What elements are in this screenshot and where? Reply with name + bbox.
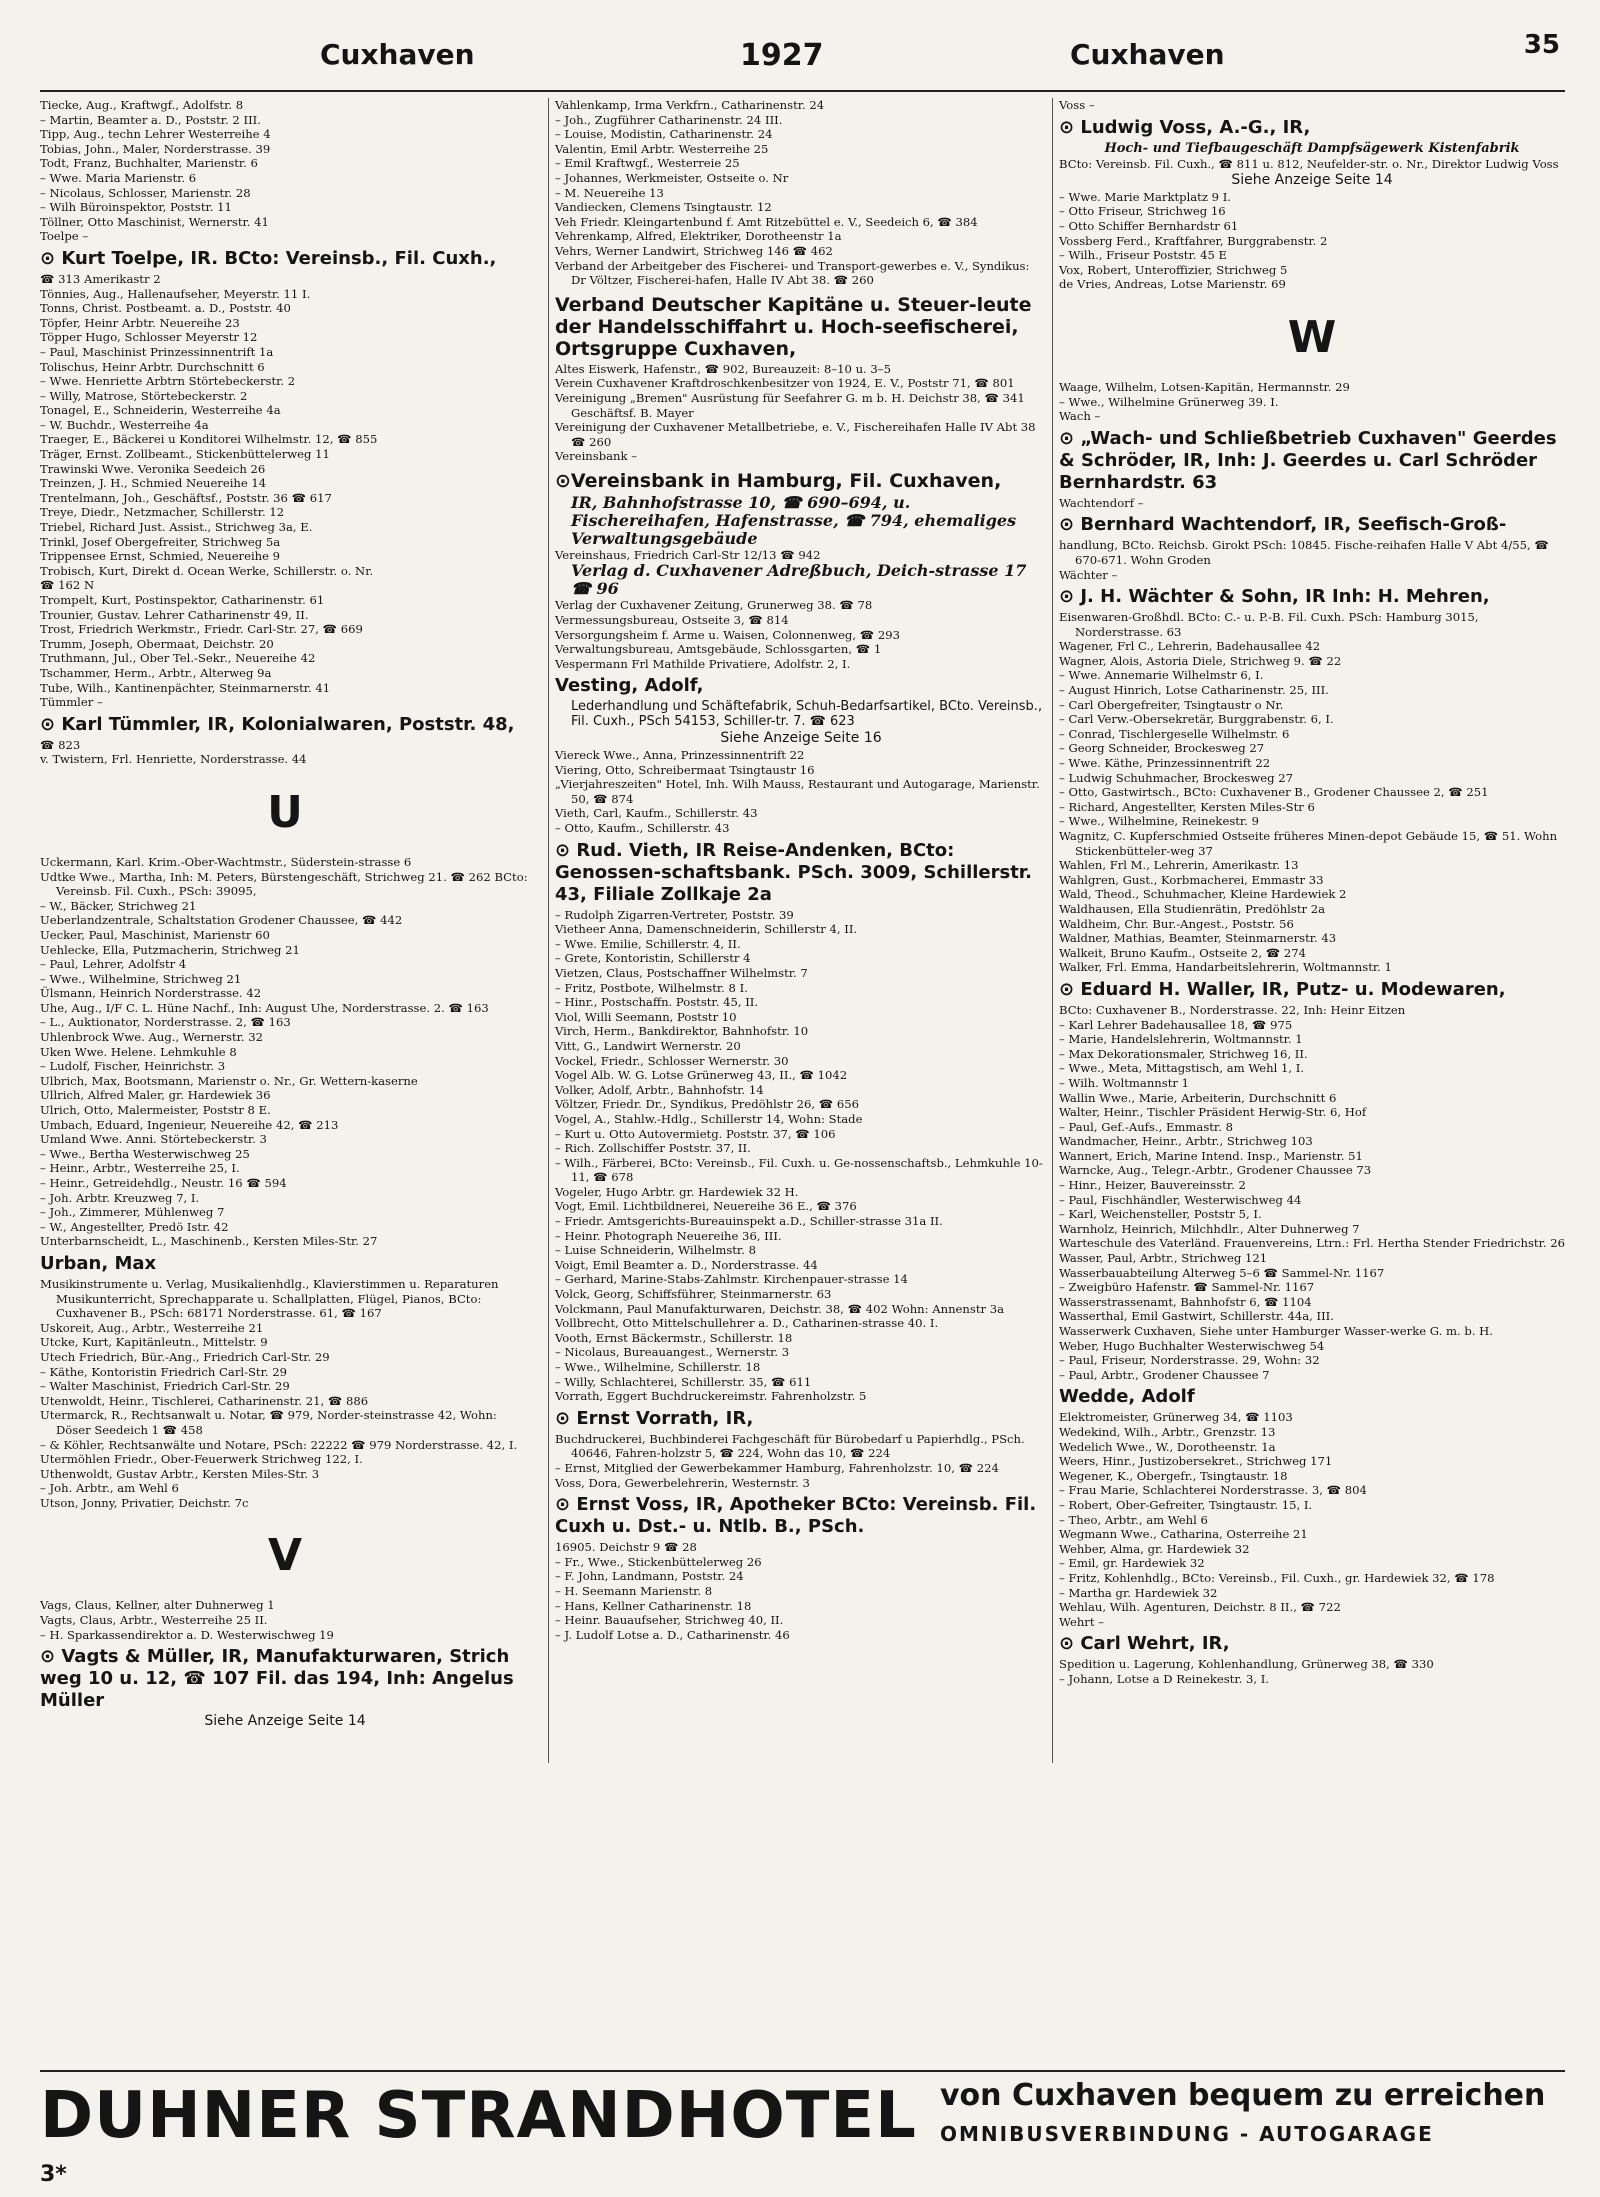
directory-entry: – Joh. Arbtr., am Wehl 6 bbox=[40, 1481, 179, 1496]
ad-tagline: von Cuxhaven bequem zu erreichen bbox=[940, 2078, 1546, 2113]
directory-entry: Vockel, Friedr., Schlosser Wernerstr. 30 bbox=[555, 1053, 789, 1068]
directory-entry: Trompelt, Kurt, Postinspektor, Catharinenstr. 61 bbox=[40, 593, 325, 607]
directory-entry: Ulrich, Otto, Malermeister, Poststr 8 E. bbox=[40, 1103, 271, 1118]
directory-entry: Verwaltungsbureau, Amtsgebäude, Schlossgarten, ☎ 1 bbox=[555, 642, 882, 657]
directory-entry: – Wwe., Bertha Westerwischweg 25 bbox=[40, 1146, 250, 1161]
directory-entry: – W. Buchdr., Westerreihe 4a bbox=[40, 417, 209, 432]
highlighted-entry: ⊙ Bernhard Wachtendorf, IR, Seefisch-Groß- bbox=[1059, 514, 1507, 536]
directory-entry: – W., Angestellter, Predö Istr. 42 bbox=[40, 1219, 229, 1234]
hotel-advertisement bbox=[40, 2070, 1565, 2160]
directory-entry: Warteschule des Vaterländ. Frauenvereins, Ltrn.: Frl. Hertha Stender Friedrichstr. 26 bbox=[1059, 1236, 1565, 1251]
directory-entry: Udtke Wwe., Martha, Inh: M. Peters, Bürstengeschäft, Strichweg 21. ☎ 262 BCto: Vereinsb. Fil. Cuxh., PSch: 39095, bbox=[40, 869, 528, 899]
directory-entry: Trost, Friedrich Werkmstr., Friedr. Carl-Str. 27, ☎ 669 bbox=[40, 622, 363, 637]
running-header bbox=[40, 30, 1565, 92]
directory-entry: Trounier, Gustav. Lehrer Catharinenstr 49, II. bbox=[40, 607, 309, 622]
directory-entry: Volckmann, Paul Manufakturwaren, Deichstr. 38, ☎ 402 Wohn: Annenstr 3a bbox=[555, 1301, 1004, 1316]
directory-entry: – Paul, Lehrer, Adolfstr 4 bbox=[40, 957, 187, 972]
directory-entry: – H. Sparkassendirektor a. D. Westerwischweg 19 bbox=[40, 1627, 334, 1642]
directory-entry: Voss, Dora, Gewerbelehrerin, Westernstr. 3 bbox=[555, 1475, 810, 1490]
directory-entry: – Wilh., Friseur Poststr. 45 E bbox=[1059, 248, 1228, 263]
directory-entry: – Emil, gr. Hardewiek 32 bbox=[1059, 1556, 1205, 1571]
directory-entry: – Paul, Maschinist Prinzessinnentrift 1a bbox=[40, 344, 274, 359]
directory-entry: – W., Bäcker, Strichweg 21 bbox=[40, 898, 197, 913]
directory-entry: 16905. Deichstr 9 ☎ 28 bbox=[555, 1540, 697, 1555]
directory-entry: – Willy, Schlachterei, Schillerstr. 35, ☎ 611 bbox=[555, 1374, 812, 1389]
directory-entry: Verlag der Cuxhavener Zeitung, Grunerweg 38. ☎ 78 bbox=[555, 598, 873, 613]
directory-entry: – Louise, Modistin, Catharinenstr. 24 bbox=[555, 127, 773, 142]
directory-entry: – Walter Maschinist, Friedrich Carl-Str. 29 bbox=[40, 1379, 290, 1394]
highlighted-entry: Wedde, Adolf bbox=[1059, 1386, 1195, 1408]
directory-entry: BCto: Cuxhavener B., Norderstrasse. 22, Inh: Heinr Eitzen bbox=[1059, 1002, 1406, 1017]
directory-entry: Virch, Herm., Bankdirektor, Bahnhofstr. 10 bbox=[555, 1024, 809, 1039]
directory-entry: Tipp, Aug., techn Lehrer Westerreihe 4 bbox=[40, 127, 271, 142]
header-city-right: Cuxhaven bbox=[1070, 38, 1225, 71]
column-2 bbox=[548, 98, 1047, 1763]
directory-entry: – Ernst, Mitglied der Gewerbekammer Hamburg, Fahrenholzstr. 10, ☎ 224 bbox=[555, 1460, 999, 1475]
directory-entry: – Luise Schneiderin, Wilhelmstr. 8 bbox=[555, 1243, 756, 1258]
entry-description: Lederhandlung und Schäftefabrik, Schuh-Bedarfsartikel, BCto. Vereinsb., Fil. Cuxh., PSch 54153, Schiller-tr. 7. ☎ 623 bbox=[571, 699, 1043, 730]
directory-entry: – Rich. Zollschiffer Poststr. 37, II. bbox=[555, 1141, 751, 1156]
sheet-signature: 3* bbox=[40, 2162, 67, 2187]
directory-entry: – Willy, Matrose, Störtebeckerstr. 2 bbox=[40, 388, 248, 403]
section-letter: W bbox=[1287, 311, 1337, 363]
directory-entry: Tönnies, Aug., Hallenaufseher, Meyerstr. 11 I. bbox=[40, 286, 311, 301]
italic-entry: Verlag d. Cuxhavener Adreßbuch, Deich-strasse 17 ☎ 96 bbox=[571, 561, 1027, 599]
directory-entry: Volck, Georg, Schiffsführer, Steinmarnerstr. 63 bbox=[555, 1287, 832, 1302]
directory-entry: – Fritz, Postbote, Wilhelmstr. 8 I. bbox=[555, 980, 748, 995]
directory-entry: Viering, Otto, Schreibermaat Tsingtaustr 16 bbox=[555, 762, 815, 777]
directory-entry: – Wilh. Woltmannstr 1 bbox=[1059, 1075, 1189, 1090]
directory-entry: – Joh. Arbtr. Kreuzweg 7, I. bbox=[40, 1190, 200, 1205]
directory-entry: Unterbarnscheidt, L., Maschinenb., Kersten Miles-Str. 27 bbox=[40, 1234, 378, 1249]
directory-entry: Vossberg Ferd., Kraftfahrer, Burggrabenstr. 2 bbox=[1059, 233, 1328, 248]
directory-entry: – & Köhler, Rechtsanwälte und Notare, PSch: 22222 ☎ 979 Norderstrasse. 42, I. bbox=[40, 1437, 518, 1452]
directory-entry: Utson, Jonny, Privatier, Deichstr. 7c bbox=[40, 1495, 249, 1510]
highlighted-entry: ⊙ Ludwig Voss, A.-G., IR, bbox=[1059, 116, 1311, 138]
directory-entry: – Robert, Ober-Gefreiter, Tsingtaustr. 15, I. bbox=[1059, 1497, 1313, 1512]
directory-entry: Elektromeister, Grünerweg 34, ☎ 1103 bbox=[1059, 1410, 1293, 1425]
directory-entry: Uhe, Aug., I/F C. L. Hüne Nachf., Inh: August Uhe, Norderstrasse. 2. ☎ 163 bbox=[40, 1000, 489, 1015]
directory-entry: Spedition u. Lagerung, Kohlenhandlung, Grünerweg 38, ☎ 330 bbox=[1059, 1657, 1434, 1672]
directory-entry: – L., Auktionator, Norderstrasse. 2, ☎ 163 bbox=[40, 1015, 291, 1030]
directory-entry: Uskoreit, Aug., Arbtr., Westerreihe 21 bbox=[40, 1320, 264, 1335]
directory-entry: Vox, Robert, Unteroffizier, Strichweg 5 bbox=[1059, 262, 1288, 277]
directory-entry: Todt, Franz, Buchhalter, Marienstr. 6 bbox=[40, 156, 258, 171]
directory-entry: – Martha gr. Hardewiek 32 bbox=[1059, 1585, 1218, 1600]
directory-entry: Umbach, Eduard, Ingenieur, Neuereihe 42, ☎ 213 bbox=[40, 1117, 339, 1132]
directory-entry: Wasser, Paul, Arbtr., Strichweg 121 bbox=[1059, 1251, 1268, 1266]
directory-entry: Völtzer, Friedr. Dr., Syndikus, Predöhlstr 26, ☎ 656 bbox=[555, 1097, 859, 1112]
directory-entry: Vereinigung der Cuxhavener Metallbetriebe, e. V., Fischereihafen Halle IV Abt 38 ☎ 260 bbox=[555, 420, 1036, 449]
see-advertisement-note: Siehe Anzeige Seite 14 bbox=[204, 1713, 366, 1730]
directory-entry: Valentin, Emil Arbtr. Westerreihe 25 bbox=[555, 141, 769, 156]
directory-entry: ☎ 823 bbox=[40, 737, 81, 752]
directory-entry: – Paul, Gef.-Aufs., Emmastr. 8 bbox=[1059, 1119, 1233, 1134]
directory-entry: – Wwe. Käthe, Prinzessinnentrift 22 bbox=[1059, 756, 1271, 771]
highlighted-entry: ⊙ Vagts & Müller, IR, Manufakturwaren, Strich weg 10 u. 12, ☎ 107 Fil. das 194, Inh: Angelus Müller bbox=[40, 1646, 514, 1712]
directory-entry: Uehlecke, Ella, Putzmacherin, Strichweg 21 bbox=[40, 942, 300, 957]
directory-entry: – Paul, Friseur, Norderstrasse. 29, Wohn: 32 bbox=[1059, 1353, 1320, 1368]
directory-entry: – Theo, Arbtr., am Wehl 6 bbox=[1059, 1512, 1208, 1527]
directory-entry: – Otto, Kaufm., Schillerstr. 43 bbox=[555, 821, 730, 835]
highlighted-entry: ⊙ Karl Tümmler, IR, Kolonialwaren, Poststr. 48, bbox=[40, 713, 515, 735]
directory-entry: Wasserbauabteilung Alterweg 5–6 ☎ Sammel-Nr. 1167 bbox=[1059, 1265, 1385, 1280]
directory-entry: Vieth, Carl, Kaufm., Schillerstr. 43 bbox=[555, 806, 758, 821]
directory-entry: Vermessungsbureau, Ostseite 3, ☎ 814 bbox=[555, 613, 789, 628]
directory-entry: – Grete, Kontoristin, Schillerstr 4 bbox=[555, 951, 751, 966]
highlighted-entry: ⊙ J. H. Wächter & Sohn, IR Inh: H. Mehren, bbox=[1059, 586, 1490, 608]
directory-entry: Tobias, John., Maler, Norderstrasse. 39 bbox=[40, 141, 271, 156]
directory-entry: – Friedr. Amtsgerichts-Bureauinspekt a.D., Schiller-strasse 31a II. bbox=[555, 1214, 943, 1229]
directory-entry: Ülsmann, Heinrich Norderstrasse. 42 bbox=[40, 986, 262, 1001]
directory-entry: Vehrs, Werner Landwirt, Strichweg 146 ☎ 462 bbox=[555, 243, 833, 258]
directory-entry: Treye, Diedr., Netzmacher, Schillerstr. 12 bbox=[40, 505, 285, 520]
directory-entry: Vogel, A., Stahlw.-Hdlg., Schillerstr 14, Wohn: Stade bbox=[555, 1111, 863, 1126]
section-letter: U bbox=[267, 786, 303, 838]
highlighted-entry: ⊙ Kurt Toelpe, IR. BCto: Vereinsb., Fil. Cuxh., bbox=[40, 247, 497, 269]
directory-entry: Tümmler – bbox=[40, 695, 103, 710]
directory-entry: ☎ 162 N bbox=[40, 578, 95, 593]
directory-entry: – Hans, Kellner Catharinenstr. 18 bbox=[555, 1598, 752, 1613]
directory-entry: Wasserthal, Emil Gastwirt, Schillerstr. 44a, III. bbox=[1059, 1309, 1334, 1324]
directory-entry: – Fr., Wwe., Stickenbüttelerweg 26 bbox=[555, 1554, 762, 1569]
directory-entry: Utermarck, R., Rechtsanwalt u. Notar, ☎ 979, Norder-steinstrasse 42, Wohn: Döser Seedeich 1 ☎ 458 bbox=[40, 1408, 497, 1437]
directory-entry: Walter, Heinr., Tischler Präsident Herwig-Str. 6, Hof bbox=[1059, 1105, 1367, 1120]
directory-entry: Wald, Theod., Schuhmacher, Kleine Hardewiek 2 bbox=[1059, 887, 1347, 902]
header-year: 1927 bbox=[740, 38, 824, 73]
directory-entry: – Gerhard, Marine-Stabs-Zahlmstr. Kirchenpauer-strasse 14 bbox=[555, 1272, 908, 1287]
highlighted-entry: ⊙ Ernst Vorrath, IR, bbox=[555, 1407, 754, 1429]
directory-entry: Tonagel, E., Schneiderin, Westerreihe 4a bbox=[40, 403, 281, 418]
directory-entry: – Otto Friseur, Strichweg 16 bbox=[1059, 204, 1226, 219]
directory-entry: Wahlgren, Gust., Korbmacherei, Emmastr 33 bbox=[1059, 872, 1324, 887]
ad-services: OMNIBUSVERBINDUNG - AUTOGARAGE bbox=[940, 2122, 1434, 2146]
directory-entry: – Wwe. Maria Marienstr. 6 bbox=[40, 170, 197, 185]
directory-entry: – Martin, Beamter a. D., Poststr. 2 III. bbox=[40, 112, 261, 127]
directory-entry: – Heinr. Photograph Neuereihe 36, III. bbox=[555, 1228, 782, 1243]
header-city-left: Cuxhaven bbox=[320, 38, 475, 71]
directory-entry: Töllner, Otto Maschinist, Wernerstr. 41 bbox=[40, 214, 269, 229]
highlighted-entry: ⊙ Ernst Voss, IR, Apotheker BCto: Vereinsb. Fil. Cuxh u. Dst.- u. Ntlb. B., PSch. bbox=[555, 1494, 1037, 1538]
directory-entry: Wedelich Wwe., W., Dorotheenstr. 1a bbox=[1059, 1439, 1276, 1454]
directory-entry: – F. John, Landmann, Poststr. 24 bbox=[555, 1569, 744, 1584]
directory-entry: Trumm, Joseph, Obermaat, Deichstr. 20 bbox=[40, 636, 274, 651]
directory-entry: Wegener, K., Obergefr., Tsingtaustr. 18 bbox=[1059, 1468, 1288, 1483]
directory-entry: Trippensee Ernst, Schmied, Neuereihe 9 bbox=[40, 549, 281, 564]
directory-entry: – Karl, Weichensteller, Poststr 5, I. bbox=[1059, 1207, 1262, 1222]
directory-entry: Tube, Wilh., Kantinenpächter, Steinmarnerstr. 41 bbox=[40, 680, 331, 695]
directory-entry: – Wwe. Marie Marktplatz 9 I. bbox=[1059, 189, 1231, 204]
directory-entry: Utcke, Kurt, Kapitänleutn., Mittelstr. 9 bbox=[40, 1335, 268, 1350]
directory-entry: – Joh., Zugführer Catharinenstr. 24 III. bbox=[555, 112, 783, 127]
directory-entry: Wächter – bbox=[1059, 567, 1118, 582]
directory-entry: Walker, Frl. Emma, Handarbeitslehrerin, Woltmannstr. 1 bbox=[1059, 960, 1392, 975]
directory-entry: – Wwe. Emilie, Schillerstr. 4, II. bbox=[555, 936, 741, 951]
directory-entry: – Paul, Fischhändler, Westerwischweg 44 bbox=[1059, 1192, 1302, 1207]
directory-entry: – Zweigbüro Hafenstr. ☎ Sammel-Nr. 1167 bbox=[1059, 1280, 1315, 1295]
directory-entry: Vehrenkamp, Alfred, Elektriker, Dorotheenstr 1a bbox=[555, 229, 842, 244]
directory-entry: Umland Wwe. Anni. Störtebeckerstr. 3 bbox=[40, 1132, 267, 1147]
directory-entry: – Kurt u. Otto Autovermietg. Poststr. 37, ☎ 106 bbox=[555, 1126, 836, 1141]
directory-entry: – Rudolph Zigarren-Vertreter, Poststr. 39 bbox=[555, 907, 794, 922]
directory-entry: Utech Friedrich, Bür.-Ang., Friedrich Carl-Str. 29 bbox=[40, 1349, 330, 1364]
directory-entry: Verband der Arbeitgeber des Fischerei- und Transport-gewerbes e. V., Syndikus: Dr Völtzer, Fischerei-hafen, Halle IV Abt 38. ☎ 260 bbox=[555, 258, 1030, 288]
directory-entry: Tiecke, Aug., Kraftwgf., Adolfstr. 8 bbox=[40, 98, 244, 112]
directory-entry: – Käthe, Kontoristin Friedrich Carl-Str. 29 bbox=[40, 1364, 287, 1379]
directory-entry: – Wilh Büroinspektor, Poststr. 11 bbox=[40, 200, 232, 215]
directory-entry: Ueberlandzentrale, Schaltstation Grodener Chaussee, ☎ 442 bbox=[40, 913, 403, 928]
directory-entry: de Vries, Andreas, Lotse Marienstr. 69 bbox=[1059, 277, 1286, 292]
directory-entry: – Heinr. Bauaufseher, Strichweg 40, II. bbox=[555, 1613, 784, 1628]
directory-entry: Vollbrecht, Otto Mittelschullehrer a. D., Catharinen-strasse 40. I. bbox=[555, 1316, 939, 1331]
directory-entry: – H. Seemann Marienstr. 8 bbox=[555, 1583, 713, 1598]
directory-entry: Tonns, Christ. Postbeamt. a. D., Poststr. 40 bbox=[40, 301, 291, 316]
directory-entry: Waage, Wilhelm, Lotsen-Kapitän, Hermannstr. 29 bbox=[1059, 379, 1350, 394]
directory-entry: Waldhausen, Ella Studienrätin, Predöhlstr 2a bbox=[1059, 901, 1326, 916]
directory-entry: Wagner, Alois, Astoria Diele, Strichweg 9. ☎ 22 bbox=[1059, 653, 1342, 668]
directory-entry: Wallin Wwe., Marie, Arbeiterin, Durchschnitt 6 bbox=[1059, 1090, 1337, 1105]
directory-entry: Vereinshaus, Friedrich Carl-Str 12/13 ☎ 942 bbox=[555, 547, 821, 562]
directory-entry: Vagts, Claus, Arbtr., Westerreihe 25 II. bbox=[40, 1613, 268, 1628]
highlighted-entry: ⊙ Eduard H. Waller, IR, Putz- u. Modewaren, bbox=[1059, 978, 1506, 1000]
directory-entry: – Richard, Angestellter, Kersten Miles-Str 6 bbox=[1059, 799, 1315, 814]
italic-subtitle: Hoch- und Tiefbaugeschäft Dampfsägewerk Kistenfabrik bbox=[1104, 140, 1520, 156]
directory-entry: – Johannes, Werkmeister, Ostseite o. Nr bbox=[555, 170, 789, 185]
directory-page bbox=[40, 30, 1565, 2187]
directory-entry: Wagnitz, C. Kupferschmied Ostseite früheres Minen-depot Gebäude 15, ☎ 51. Wohn Stickenbütteler-weg 37 bbox=[1059, 829, 1558, 858]
directory-entry: Eisenwaren-Großhdl. BCto: C.- u. P.-B. Fil. Cuxh. PSch: Hamburg 3015, Norderstrasse. 63 bbox=[1059, 610, 1479, 639]
directory-entry: – Georg Schneider, Brockesweg 27 bbox=[1059, 741, 1265, 756]
directory-entry: – Marie, Handelslehrerin, Woltmannstr. 1 bbox=[1059, 1032, 1303, 1047]
directory-entry: handlung, BCto. Reichsb. Girokt PSch: 10845. Fische-reihafen Halle V Abt 4/55, ☎ 670-671. Wohn Groden bbox=[1059, 538, 1549, 567]
directory-entry: – Heinr., Arbtr., Westerreihe 25, I. bbox=[40, 1161, 240, 1176]
directory-entry: Vandiecken, Clemens Tsingtaustr. 12 bbox=[555, 200, 772, 215]
banner-entry: Verband Deutscher Kapitäne u. Steuer-leute der Handelsschiffahrt u. Hoch-seefischerei, Ortsgruppe Cuxhaven, bbox=[555, 293, 1032, 360]
column-1 bbox=[40, 98, 530, 1763]
directory-entry: Wehlau, Wilh. Agenturen, Deichstr. 8 II., ☎ 722 bbox=[1059, 1600, 1341, 1615]
directory-entry: – Ludolf, Fischer, Heinrichstr. 3 bbox=[40, 1059, 226, 1074]
directory-entry: Weber, Hugo Buchhalter Westerwischweg 54 bbox=[1059, 1338, 1325, 1353]
page-number: 35 bbox=[1523, 30, 1560, 60]
directory-entry: Vooth, Ernst Bäckermstr., Schillerstr. 18 bbox=[555, 1330, 793, 1345]
directory-entry: Wagener, Frl C., Lehrerin, Badehausallee 42 bbox=[1059, 639, 1321, 654]
directory-entry: Viol, Willi Seemann, Poststr 10 bbox=[555, 1009, 737, 1024]
directory-entry: Wehber, Alma, gr. Hardewiek 32 bbox=[1059, 1541, 1250, 1556]
highlighted-entry: ⊙ Carl Wehrt, IR, bbox=[1059, 1633, 1230, 1655]
directory-entry: – Johann, Lotse a D Reinekestr. 3, I. bbox=[1059, 1671, 1269, 1686]
directory-entry: Vereinigung „Bremen" Ausrüstung für Seefahrer G. m b. H. Deichstr 38, ☎ 341 Geschäftsf. B. Mayer bbox=[555, 390, 1025, 420]
directory-entry: Uecker, Paul, Maschinist, Marienstr 60 bbox=[40, 927, 270, 942]
directory-entry: Wehrt – bbox=[1059, 1614, 1104, 1629]
directory-entry: Veh Friedr. Kleingartenbund f. Amt Ritzebüttel e. V., Seedeich 6, ☎ 384 bbox=[555, 214, 978, 229]
directory-entry: Vietheer Anna, Damenschneiderin, Schillerstr 4, II. bbox=[555, 922, 858, 937]
directory-entry: – Wwe., Wilhelmine Grünerweg 39. I. bbox=[1059, 394, 1279, 409]
directory-entry: Wachtendorf – bbox=[1059, 495, 1144, 510]
directory-entry: Verein Cuxhavener Kraftdroschkenbesitzer von 1924, E. V., Poststr 71, ☎ 801 bbox=[555, 376, 1015, 391]
directory-entry: Trobisch, Kurt, Direkt d. Ocean Werke, Schillerstr. o. Nr. bbox=[40, 563, 374, 578]
directory-entry: Wandmacher, Heinr., Arbtr., Strichweg 103 bbox=[1059, 1134, 1313, 1149]
directory-entry: Vereinsbank – bbox=[555, 449, 638, 464]
directory-entry: – Heinr., Getreidehdlg., Neustr. 16 ☎ 594 bbox=[40, 1176, 287, 1190]
directory-entry: – Wwe. Henriette Arbtrn Störtebeckerstr. 2 bbox=[40, 374, 296, 389]
directory-entry: Truthmann, Jul., Ober Tel.-Sekr., Neuereihe 42 bbox=[40, 651, 316, 666]
directory-entry: – Joh., Zimmerer, Mühlenweg 7 bbox=[40, 1205, 225, 1220]
directory-entry: – Hinr., Postschaffn. Poststr. 45, II. bbox=[555, 995, 759, 1010]
directory-entry: – Ludwig Schuhmacher, Brockesweg 27 bbox=[1059, 770, 1294, 785]
directory-entry: – Wwe. Annemarie Wilhelmstr 6, I. bbox=[1059, 668, 1264, 683]
highlighted-entry: ⊙ „Wach- und Schließbetrieb Cuxhaven" Geerdes & Schröder, IR, Inh: J. Geerdes u. Carl Schröder Bernhardstr. 63 bbox=[1059, 427, 1557, 493]
directory-entry: ☎ 313 Amerikastr 2 bbox=[40, 271, 161, 286]
directory-entry: – Wwe., Wilhelmine, Reinekestr. 9 bbox=[1059, 814, 1259, 829]
directory-entry: Buchdruckerei, Buchbinderei Fachgeschäft für Bürobedarf u Papierhdlg., PSch. 40646, Fahren-holzstr 5, ☎ 224, Wohn das 10, ☎ 224 bbox=[555, 1431, 1025, 1461]
directory-entry: Tschammer, Herm., Arbtr., Alterweg 9a bbox=[40, 665, 272, 680]
directory-entry: Trentelmann, Joh., Geschäftsf., Poststr. 36 ☎ 617 bbox=[40, 490, 332, 505]
directory-entry: „Vierjahreszeiten" Hotel, Inh. Wilh Mauss, Restaurant und Autogarage, Marienstr. 50, ☎ 874 bbox=[555, 777, 1040, 806]
directory-entry: Ulbrich, Max, Bootsmann, Marienstr o. Nr., Gr. Wettern-kaserne bbox=[40, 1073, 418, 1088]
directory-entry: – Paul, Arbtr., Grodener Chaussee 7 bbox=[1059, 1367, 1270, 1382]
directory-entry: Versorgungsheim f. Arme u. Waisen, Colonnenweg, ☎ 293 bbox=[555, 627, 900, 642]
directory-entry: v. Twistern, Frl. Henriette, Norderstrasse. 44 bbox=[40, 752, 307, 767]
see-advertisement-note: Siehe Anzeige Seite 14 bbox=[1231, 172, 1393, 189]
directory-entry: – August Hinrich, Lotse Catharinenstr. 25, III. bbox=[1059, 683, 1329, 698]
directory-entry: – Carl Obergefreiter, Tsingtaustr o Nr. bbox=[1059, 697, 1284, 712]
directory-entry: Vitt, G., Landwirt Wernerstr. 20 bbox=[555, 1038, 741, 1053]
ad-hotel-name: DUHNER STRANDHOTEL bbox=[40, 2079, 917, 2153]
directory-entry: Uckermann, Karl. Krim.-Ober-Wachtmstr., Süderstein-strasse 6 bbox=[40, 854, 412, 869]
directory-entry: Altes Eiswerk, Hafenstr., ☎ 902, Bureauzeit: 8–10 u. 3–5 bbox=[555, 361, 891, 376]
directory-entry: – Conrad, Tischlergeselle Wilhelmstr. 6 bbox=[1059, 726, 1290, 741]
directory-entry: Waldheim, Chr. Bur.-Angest., Poststr. 56 bbox=[1059, 916, 1294, 931]
banner-entry: ⊙Vereinsbank in Hamburg, Fil. Cuxhaven, bbox=[555, 469, 1002, 492]
directory-entry: Vahlenkamp, Irma Verkfrn., Catharinenstr. 24 bbox=[555, 98, 825, 112]
directory-entry: Uken Wwe. Helene. Lehmkuhle 8 bbox=[40, 1044, 237, 1059]
directory-entry: Vogeler, Hugo Arbtr. gr. Hardewiek 32 H. bbox=[555, 1184, 799, 1199]
directory-entry: Vorrath, Eggert Buchdruckereimstr. Fahrenholzstr. 5 bbox=[555, 1389, 867, 1404]
directory-entry: – Wwe., Wilhelmine, Schillerstr. 18 bbox=[555, 1360, 761, 1374]
directory-entry: – Carl Verw.-Obersekretär, Burggrabenstr. 6, I. bbox=[1059, 712, 1334, 727]
column-3 bbox=[1052, 98, 1565, 1763]
directory-entry: Uthenwoldt, Gustav Arbtr., Kersten Miles-Str. 3 bbox=[40, 1466, 320, 1481]
directory-entry: – J. Ludolf Lotse a. D., Catharinenstr. 46 bbox=[555, 1627, 790, 1642]
highlighted-entry: Urban, Max bbox=[40, 1252, 157, 1274]
directory-entry: Utermöhlen Friedr., Ober-Feuerwerk Strichweg 122, I. bbox=[40, 1452, 363, 1467]
directory-entry: – Nicolaus, Schlosser, Marienstr. 28 bbox=[40, 185, 251, 200]
directory-entry: Trawinski Wwe. Veronika Seedeich 26 bbox=[40, 461, 266, 476]
directory-entry: Warncke, Aug., Telegr.-Arbtr., Grodener Chaussee 73 bbox=[1059, 1163, 1372, 1178]
directory-entry: – Max Dekorationsmaler, Strichweg 16, II. bbox=[1059, 1046, 1308, 1061]
directory-entry: Warnholz, Heinrich, Milchhdlr., Alter Duhnerweg 7 bbox=[1059, 1221, 1360, 1236]
directory-entry: Wannert, Erich, Marine Intend. Insp., Marienstr. 51 bbox=[1059, 1148, 1363, 1163]
directory-entry: – Hinr., Heizer, Bauvereinsstr. 2 bbox=[1059, 1178, 1246, 1193]
directory-entry: Triebel, Richard Just. Assist., Strichweg 3a, E. bbox=[40, 520, 313, 535]
directory-entry: Weers, Hinr., Justizobersekret., Strichweg 171 bbox=[1059, 1454, 1333, 1469]
directory-entry: Vags, Claus, Kellner, alter Duhnerweg 1 bbox=[40, 1598, 275, 1613]
directory-entry: Voigt, Emil Beamter a. D., Norderstrasse. 44 bbox=[555, 1257, 818, 1272]
directory-entry: – Otto, Gastwirtsch., BCto: Cuxhavener B., Grodener Chaussee 2, ☎ 251 bbox=[1059, 785, 1489, 800]
directory-entry: Wasserstrassenamt, Bahnhofstr 6, ☎ 1104 bbox=[1059, 1294, 1312, 1309]
directory-entry: Wegmann Wwe., Catharina, Osterreihe 21 bbox=[1059, 1527, 1308, 1542]
directory-entry: Töpfer, Heinr Arbtr. Neuereihe 23 bbox=[40, 315, 240, 330]
directory-entry: BCto: Vereinsb. Fil. Cuxh., ☎ 811 u. 812, Neufelder-str. o. Nr., Direktor Ludwig Voss bbox=[1059, 156, 1559, 171]
directory-entry: – Frau Marie, Schlachterei Norderstrasse. 3, ☎ 804 bbox=[1059, 1483, 1367, 1498]
directory-entry: Vespermann Frl Mathilde Privatiere, Adolfstr. 2, I. bbox=[555, 656, 851, 671]
directory-entry: – Nicolaus, Bureauangest., Wernerstr. 3 bbox=[555, 1345, 790, 1360]
section-letter: V bbox=[267, 1530, 303, 1582]
directory-entry: Waldner, Mathias, Beamter, Steinmarnerstr. 43 bbox=[1059, 931, 1337, 946]
directory-entry: – Wwe., Wilhelmine, Strichweg 21 bbox=[40, 971, 242, 986]
directory-entry: Traeger, E., Bäckerei u Konditorei Wilhelmstr. 12, ☎ 855 bbox=[40, 432, 378, 447]
directory-entry: Wedekind, Wilh., Arbtr., Grenzstr. 13 bbox=[1059, 1424, 1276, 1439]
directory-entry: Träger, Ernst. Zollbeamt., Stickenbüttelerweg 11 bbox=[40, 447, 330, 462]
directory-entry: Vogt, Emil. Lichtbildnerei, Neuereihe 36 E., ☎ 376 bbox=[555, 1199, 857, 1214]
directory-entry: Ullrich, Alfred Maler, gr. Hardewiek 36 bbox=[40, 1088, 271, 1103]
directory-entry: Musikinstrumente u. Verlag, Musikalienhdlg., Klavierstimmen u. Reparaturen Musikunterricht, Sprechapparate u. Schallplatten, Flügel, Pianos, BCto: Cuxhavener B., PSch: 68171 Norderstrasse. 61, ☎ 167 bbox=[40, 1276, 499, 1321]
directory-entry: Trinkl, Josef Obergefreiter, Strichweg 5a bbox=[40, 534, 281, 549]
directory-entry: – Wwe., Meta, Mittagstisch, am Wehl 1, I. bbox=[1059, 1061, 1305, 1076]
directory-entry: Toelpe – bbox=[40, 229, 89, 244]
directory-entry: Wasserwerk Cuxhaven, Siehe unter Hamburger Wasser-werke G. m. b. H. bbox=[1059, 1324, 1493, 1338]
directory-entry: Utenwoldt, Heinr., Tischlerei, Catharinenstr. 21, ☎ 886 bbox=[40, 1393, 369, 1408]
directory-entry: Töpper Hugo, Schlosser Meyerstr 12 bbox=[40, 330, 258, 345]
highlighted-entry: Vesting, Adolf, bbox=[555, 675, 704, 697]
directory-entry: – Wilh., Färberei, BCto: Vereinsb., Fil. Cuxh. u. Ge-nossenschaftsb., Lehmkuhle 10-11, ☎ 678 bbox=[555, 1155, 1043, 1185]
directory-entry: Wahlen, Frl M., Lehrerin, Amerikastr. 13 bbox=[1059, 858, 1299, 873]
highlighted-entry: ⊙ Rud. Vieth, IR Reise-Andenken, BCto: Genossen-schaftsbank. PSch. 3009, Schillerstr. 43, Filiale Zollkaje 2a bbox=[555, 839, 1032, 905]
directory-entry: Treinzen, J. H., Schmied Neuereihe 14 bbox=[40, 476, 267, 491]
directory-entry: Walkeit, Bruno Kaufm., Ostseite 2, ☎ 274 bbox=[1059, 945, 1307, 960]
directory-entry: Wach – bbox=[1059, 409, 1101, 424]
directory-entry: – Karl Lehrer Badehausallee 18, ☎ 975 bbox=[1059, 1017, 1293, 1032]
directory-entry: Volker, Adolf, Arbtr., Bahnhofstr. 14 bbox=[555, 1082, 764, 1097]
directory-entry: – M. Neuereihe 13 bbox=[555, 185, 664, 200]
directory-entry: Voss – bbox=[1059, 98, 1095, 112]
directory-entry: Uhlenbrock Wwe. Aug., Wernerstr. 32 bbox=[40, 1030, 264, 1045]
see-advertisement-note: Siehe Anzeige Seite 16 bbox=[720, 730, 882, 747]
italic-entry: IR, Bahnhofstrasse 10, ☎ 690–694, u. Fischereihafen, Hafenstrasse, ☎ 794, ehemaliges Verwaltungsgebäude bbox=[571, 492, 1017, 548]
directory-entry: – Otto Schiffer Bernhardstr 61 bbox=[1059, 218, 1239, 233]
directory-entry: Viereck Wwe., Anna, Prinzessinnentrift 22 bbox=[555, 748, 805, 763]
directory-entry: Tolischus, Heinr Arbtr. Durchschnitt 6 bbox=[40, 359, 265, 374]
directory-entry: – Fritz, Kohlenhdlg., BCto: Vereinsb., Fil. Cuxh., gr. Hardewiek 32, ☎ 178 bbox=[1059, 1570, 1495, 1585]
directory-entry: – Emil Kraftwgf., Westerreie 25 bbox=[555, 156, 740, 171]
directory-entry: Vietzen, Claus, Postschaffner Wilhelmstr. 7 bbox=[555, 965, 808, 980]
directory-entry: Vogel Alb. W. G. Lotse Grünerweg 43, II., ☎ 1042 bbox=[555, 1068, 848, 1083]
